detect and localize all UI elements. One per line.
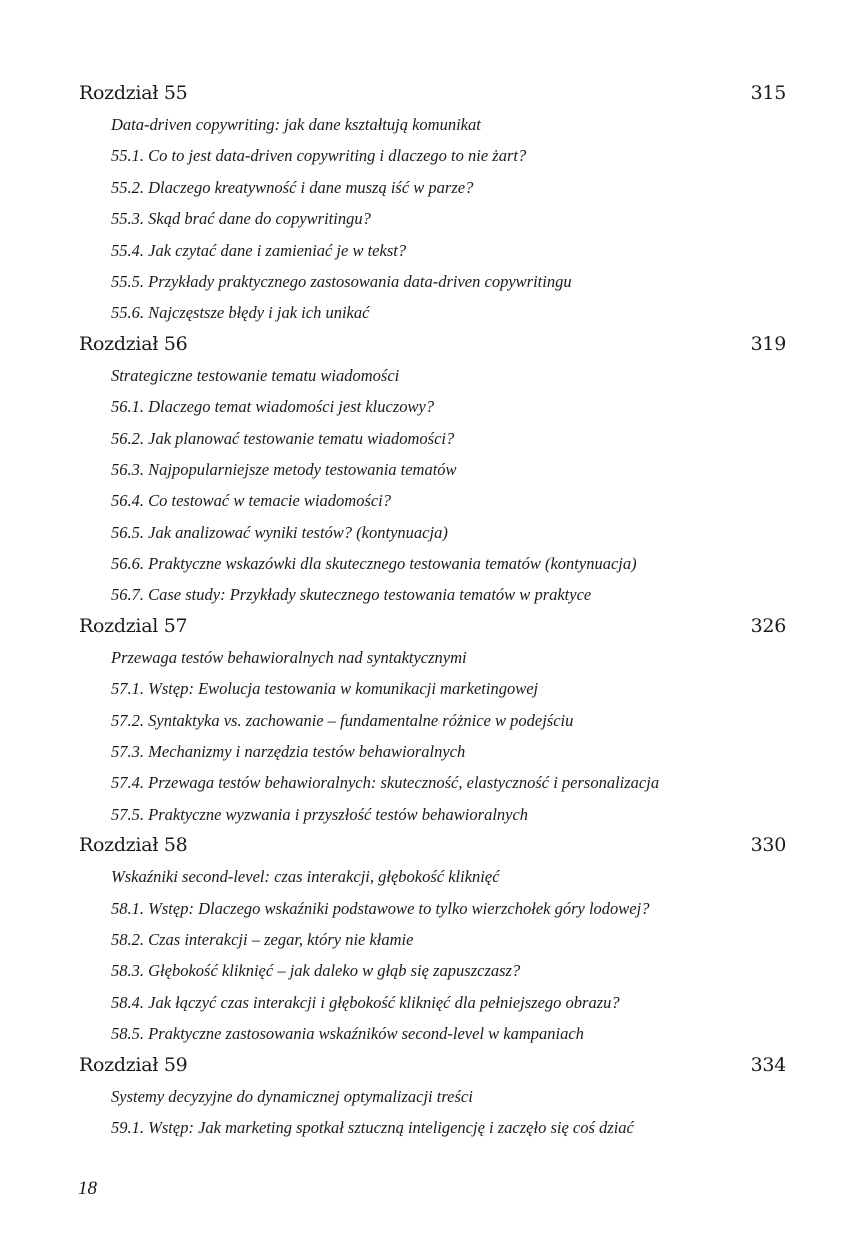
chapter-entries	[79, 642, 786, 830]
toc-entry: 57.3. Mechanizmy i narzędzia testów behawioralnych	[111, 742, 466, 762]
toc-entry: 58.3. Głębokość kliknięć – jak daleko w głąb się zapuszczasz?	[111, 961, 521, 981]
toc-entry: 56.2. Jak planować testowanie tematu wiadomości?	[111, 428, 455, 448]
chapter-entries	[79, 109, 786, 329]
page-number: 18	[78, 1178, 97, 1199]
chapter-title: Rozdział 59	[79, 1053, 188, 1076]
toc-entry: 55.2. Dlaczego kreatywność i dane muszą iść w parze?	[111, 177, 474, 197]
chapter-subtitle: Strategiczne testowanie tematu wiadomości	[111, 365, 400, 385]
chapter-subtitle: Przewaga testów behawioralnych nad syntaktycznymi	[111, 647, 467, 667]
chapter-section	[79, 1050, 786, 1144]
toc-entry: 58.2. Czas interakcji – zegar, który nie kłamie	[111, 929, 414, 949]
toc-entry: 55.6. Najczęstsze błędy i jak ich unikać	[111, 303, 370, 323]
toc-entry: 58.5. Praktyczne zastosowania wskaźników second-level w kampaniach	[111, 1024, 584, 1044]
chapter-section	[79, 329, 786, 611]
toc-entry: 56.1. Dlaczego temat wiadomości jest kluczowy?	[111, 397, 435, 417]
chapter-title: Rozdział 58	[79, 834, 188, 857]
chapter-title: Rozdzial 57	[79, 614, 188, 637]
chapter-section	[79, 78, 786, 329]
chapter-page-number: 326	[750, 614, 786, 637]
chapter-title: Rozdział 55	[79, 82, 188, 104]
toc-entry: 56.4. Co testować w temacie wiadomości?	[111, 491, 392, 511]
chapter-heading	[79, 1050, 786, 1081]
table-of-contents	[79, 78, 786, 1143]
chapter-page-number: 334	[750, 1053, 786, 1076]
chapter-heading	[79, 78, 786, 109]
chapter-page-number: 319	[750, 332, 786, 355]
chapter-page-number: 330	[750, 834, 786, 857]
toc-entry: 58.1. Wstęp: Dlaczego wskaźniki podstawowe to tylko wierzchołek góry lodowej?	[111, 898, 650, 918]
chapter-entries	[79, 360, 786, 611]
toc-entry: 56.5. Jak analizować wyniki testów? (kontynuacja)	[111, 522, 448, 542]
chapter-heading	[79, 329, 786, 360]
toc-entry: 55.1. Co to jest data-driven copywriting i dlaczego to nie żart?	[111, 146, 527, 166]
toc-entry: 57.4. Przewaga testów behawioralnych: skuteczność, elastyczność i personalizacja	[111, 773, 660, 793]
chapter-page-number: 315	[750, 82, 786, 104]
toc-entry: 57.2. Syntaktyka vs. zachowanie – fundamentalne różnice w podejściu	[111, 710, 574, 730]
toc-entry: 59.1. Wstęp: Jak marketing spotkał sztuczną inteligencję i zaczęło się coś dziać	[111, 1117, 634, 1137]
toc-entry: 57.5. Praktyczne wyzwania i przyszłość testów behawioralnych	[111, 804, 529, 824]
chapter-entries	[79, 1081, 786, 1144]
chapter-subtitle: Systemy decyzyjne do dynamicznej optymalizacji treści	[111, 1086, 473, 1106]
chapter-heading	[79, 830, 786, 861]
toc-entry: 55.4. Jak czytać dane i zamieniać je w tekst?	[111, 240, 407, 260]
toc-entry: 56.6. Praktyczne wskazówki dla skutecznego testowania tematów (kontynuacja)	[111, 554, 637, 574]
chapter-section	[79, 830, 786, 1049]
toc-entry: 58.4. Jak łączyć czas interakcji i głębokość kliknięć dla pełniejszego obrazu?	[111, 992, 620, 1012]
toc-entry: 55.3. Skąd brać dane do copywritingu?	[111, 209, 371, 229]
chapter-subtitle: Data-driven copywriting: jak dane kształtują komunikat	[111, 115, 481, 134]
toc-entry: 57.1. Wstęp: Ewolucja testowania w komunikacji marketingowej	[111, 679, 539, 699]
chapter-subtitle: Wskaźniki second-level: czas interakcji, głębokość kliknięć	[111, 867, 500, 887]
chapter-heading	[79, 611, 786, 642]
chapter-title: Rozdział 56	[79, 332, 188, 355]
toc-entry: 56.7. Case study: Przykłady skutecznego testowania tematów w praktyce	[111, 585, 592, 605]
chapter-entries	[79, 861, 786, 1049]
toc-entry: 56.3. Najpopularniejsze metody testowania tematów	[111, 459, 457, 479]
toc-entry: 55.5. Przykłady praktycznego zastosowania data-driven copywritingu	[111, 271, 572, 291]
chapter-section	[79, 611, 786, 830]
